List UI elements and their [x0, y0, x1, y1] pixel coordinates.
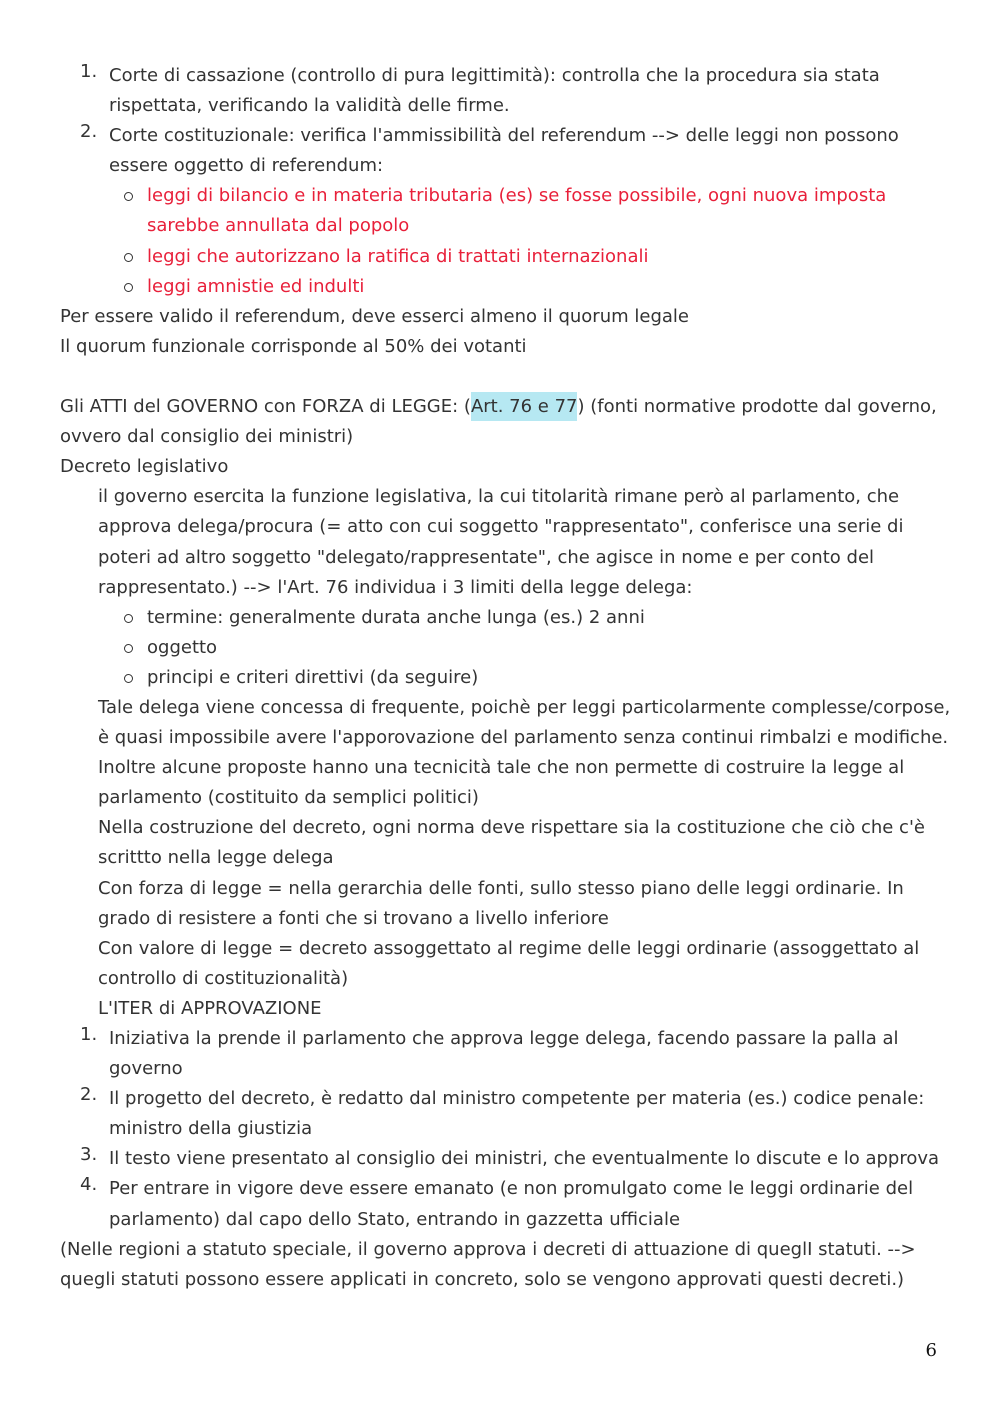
explain-paragraph	[60, 693, 951, 1024]
list-text: leggi di bilancio e in materia tributaria (es) se fosse possibile, ogni nuova imposta	[147, 185, 887, 207]
circle-bullet-icon	[124, 614, 133, 623]
list-text: Per entrare in vigore deve essere emanato (e non promulgato come le leggi ordinarie del	[109, 1178, 914, 1200]
circle-bullet-icon	[124, 674, 133, 683]
list-number: 1.	[80, 61, 98, 82]
paragraph-line: il governo esercita la funzione legislativa, la cui titolarità rimane però al parlamento, che	[98, 486, 900, 508]
paragraph-line: Nella costruzione del decreto, ogni norma deve rispettare sia la costituzione che ciò che c'è	[98, 817, 925, 839]
highlighted-reference: Art. 76 e 77	[471, 392, 578, 421]
paragraph-line: scrittto nella legge delega	[98, 847, 334, 869]
list-text: Il progetto del decreto, è redatto dal ministro competente per materia (es.) codice penale:	[109, 1088, 925, 1110]
list-text: leggi amnistie ed indulti	[147, 275, 365, 297]
excluded-laws-list	[60, 181, 940, 301]
circle-bullet-icon	[124, 283, 133, 292]
subsection-heading: L'ITER di APPROVAZIONE	[98, 997, 322, 1019]
paragraph-line: (Nelle regioni a statuto speciale, il governo approva i decreti di attuazione di queglI statuti. -->	[60, 1238, 916, 1260]
list-text: Il testo viene presentato al consiglio dei ministri, che eventualmente lo discute e lo approva	[109, 1148, 940, 1170]
referendum-controls-list	[60, 61, 940, 181]
list-text: oggetto	[147, 636, 218, 658]
circle-bullet-icon	[124, 253, 133, 262]
list-text: essere oggetto di referendum:	[109, 155, 384, 177]
paragraph-line: Con valore di legge = decreto assoggettato al regime delle leggi ordinarie (assoggettato al	[98, 937, 920, 959]
list-item	[60, 1024, 940, 1084]
list-text: parlamento) dal capo dello Stato, entrando in gazzetta ufficiale	[109, 1208, 681, 1230]
list-number: 2.	[80, 1084, 98, 1106]
list-item	[60, 1144, 940, 1174]
paragraph-line: Con forza di legge = nella gerarchia delle fonti, sullo stesso piano delle leggi ordinarie. In	[98, 877, 904, 899]
heading-text: ) (fonti normative prodotte dal governo,	[577, 396, 937, 418]
list-text: principi e criteri direttivi (da seguire)	[147, 666, 479, 688]
list-item	[60, 181, 940, 241]
paragraph-line: controllo di costituzionalità)	[98, 967, 349, 989]
paragraph-line: Inoltre alcune proposte hanno una tecnicità tale che non permette di costruire la legge al	[98, 757, 905, 779]
paragraph-line: poteri ad altro soggetto "delegato/rappresentate", che agisce in nome e per conto del	[98, 546, 875, 568]
list-number: 3.	[80, 1144, 98, 1166]
list-number: 2.	[80, 121, 98, 143]
paragraph-line: Tale delega viene concessa di frequente, poichè per leggi particolarmente complesse/corpose,	[98, 696, 951, 718]
list-text: leggi che autorizzano la ratifica di trattati internazionali	[147, 245, 649, 267]
list-item	[60, 603, 940, 633]
limiti-list	[60, 603, 940, 693]
list-text: Iniziativa la prende il parlamento che approva legge delega, facendo passare la palla al	[109, 1028, 899, 1049]
list-item	[60, 663, 940, 693]
delega-paragraph	[60, 482, 940, 602]
list-item	[60, 61, 940, 121]
list-text: Corte di cassazione (controllo di pura legittimità): controlla che la procedura sia stata	[109, 65, 880, 86]
list-number: 4.	[80, 1174, 98, 1196]
list-text: sarebbe annullata dal popolo	[147, 215, 410, 237]
circle-bullet-icon	[124, 192, 133, 201]
paragraph-line: ovvero dal consiglio dei ministri)	[60, 426, 354, 448]
list-item	[60, 1174, 940, 1234]
list-text: rispettata, verificando la validità delle firme.	[109, 95, 510, 117]
list-item	[60, 633, 940, 663]
atti-heading	[60, 392, 940, 422]
paragraph-line: è quasi impossibile avere l'apporovazione del parlamento senza continui rimbalzi e modifiche.	[98, 727, 949, 749]
paragraph-line: quegli statuti possono essere applicati in concreto, solo se vengono approvati questi decreti.)	[60, 1268, 905, 1290]
paragraph-line: Per essere valido il referendum, deve esserci almeno il quorum legale	[60, 305, 689, 327]
page-number: 6	[925, 1340, 937, 1361]
list-item	[60, 121, 940, 181]
list-text: ministro della giustizia	[109, 1118, 313, 1140]
paragraph-line: approva delega/procura (= atto con cui soggetto "rappresentato", conferisce una serie di	[98, 516, 904, 538]
iter-list	[60, 1024, 940, 1235]
list-text: Corte costituzionale: verifica l'ammissibilità del referendum --> delle leggi non possono	[109, 125, 899, 147]
list-number: 1.	[80, 1024, 98, 1045]
section-heading: Decreto legislativo	[60, 456, 229, 478]
list-item	[60, 272, 940, 302]
circle-bullet-icon	[124, 644, 133, 653]
paragraph-line: Il quorum funzionale corrisponde al 50% dei votanti	[60, 335, 527, 357]
list-text: termine: generalmente durata anche lunga (es.) 2 anni	[147, 606, 645, 628]
document-body	[60, 61, 951, 1295]
list-item	[60, 1084, 940, 1144]
paragraph-line: rappresentato.) --> l'Art. 76 individua i 3 limiti della legge delega:	[98, 576, 693, 598]
paragraph-line: grado di resistere a fonti che si trovano a livello inferiore	[98, 907, 609, 929]
paragraph-line: parlamento (costituito da semplici politici)	[98, 787, 479, 809]
list-text: governo	[109, 1058, 183, 1080]
list-item	[60, 242, 940, 272]
heading-text: Gli ATTI del GOVERNO con FORZA di LEGGE: (	[60, 396, 471, 418]
